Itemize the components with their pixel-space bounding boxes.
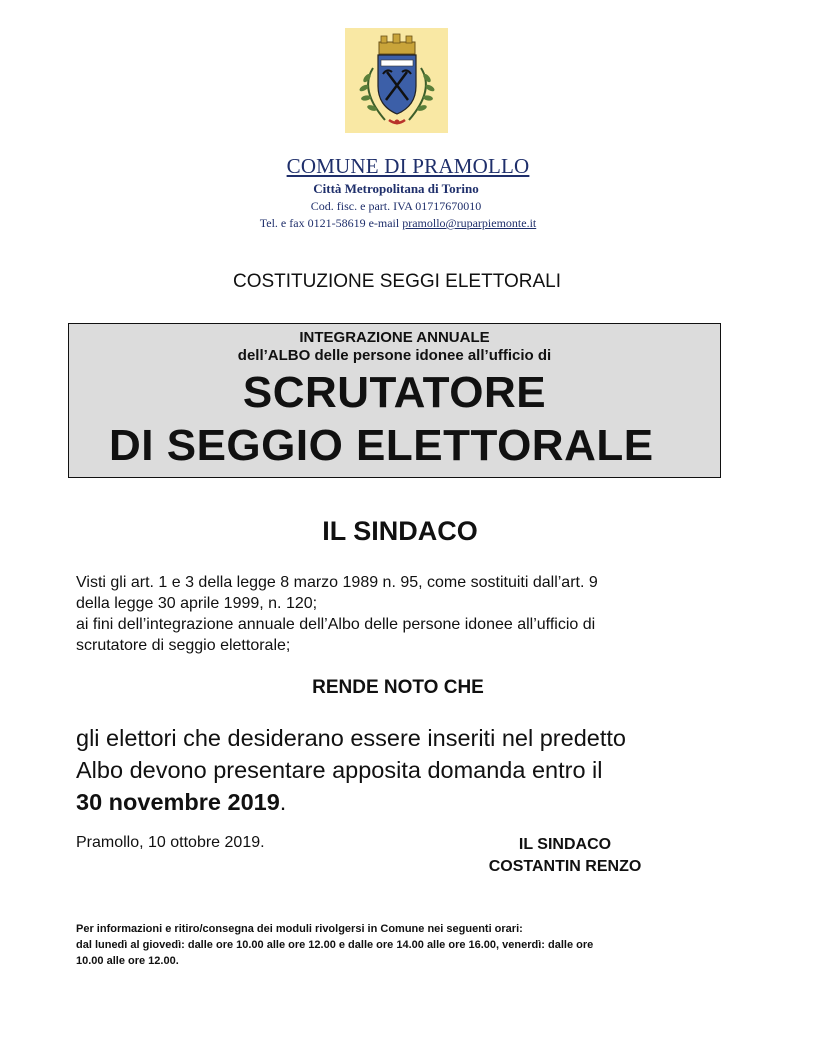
paragraph-line: della legge 30 aprile 1999, n. 120; — [76, 595, 318, 612]
box-line-1: INTEGRAZIONE ANNUALE — [299, 329, 490, 346]
document-heading: COSTITUZIONE SEGGI ELETTORALI — [233, 271, 561, 292]
contact-prefix: Tel. e fax 0121-58619 e-mail — [259, 216, 403, 230]
announcement-line — [76, 786, 756, 818]
deadline-date: 30 novembre 2019 — [76, 789, 280, 815]
place-date: Pramollo, 10 ottobre 2019. — [76, 834, 265, 851]
info-line: 10.00 alle ore 12.00. — [76, 955, 179, 967]
signature-block — [470, 834, 660, 878]
rende-noto-heading: RENDE NOTO CHE — [312, 677, 484, 698]
municipality-subtitle: Città Metropolitana di Torino — [313, 181, 479, 196]
announcement-line: gli elettori che desiderano essere inseriti nel predetto — [76, 725, 626, 751]
crest-icon — [345, 28, 448, 133]
box-line-2: dell’ALBO delle persone idonee all’ufficio di — [237, 347, 552, 364]
tax-code: Cod. fisc. e part. IVA 01717670010 — [310, 199, 482, 213]
info-line: dal lunedì al giovedì: dalle ore 10.00 alle ore 12.00 e dalle ore 14.00 alle ore 16.00, venerdì: dalle ore — [76, 939, 594, 951]
announcement-line: Albo devono presentare apposita domanda entro il — [76, 757, 603, 783]
municipality-title: COMUNE DI PRAMOLLO — [286, 154, 530, 178]
info-line: Per informazioni e ritiro/consegna dei moduli rivolgersi in Comune nei seguenti orari: — [76, 923, 523, 935]
announcement — [76, 722, 756, 818]
paragraph-line: Visti gli art. 1 e 3 della legge 8 marzo 1989 n. 95, come sostituiti dall’art. 9 — [76, 574, 598, 591]
box-line-4: DI SEGGIO ELETTORALE — [109, 421, 654, 470]
signature-name: COSTANTIN RENZO — [488, 858, 642, 875]
info-footer — [76, 921, 726, 969]
title-box — [68, 323, 721, 478]
sindaco-heading: IL SINDACO — [322, 516, 478, 546]
contact-line — [226, 216, 570, 231]
email-link[interactable]: pramollo@ruparpiemonte.it — [402, 216, 537, 230]
paragraph-line: scrutatore di seggio elettorale; — [76, 637, 291, 654]
legal-paragraph — [76, 572, 726, 656]
paragraph-line: ai fini dell’integrazione annuale dell’Albo delle persone idonee all’ufficio di — [76, 616, 596, 633]
signature-role: IL SINDACO — [518, 836, 612, 853]
crest-logo — [345, 28, 448, 133]
announcement-period: . — [279, 789, 287, 815]
box-line-3: SCRUTATORE — [242, 368, 547, 417]
